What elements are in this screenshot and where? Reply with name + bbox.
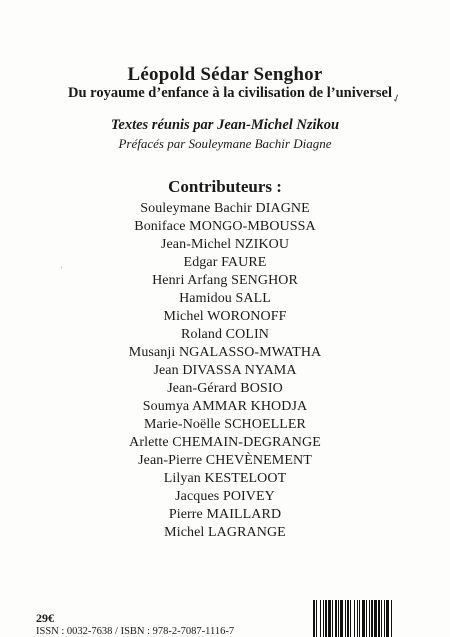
book-subtitle: Du royaume d’enfance à la civilisation de l’universel [68, 85, 392, 101]
contributor-name: Jean DIVASSA NYAMA [153, 363, 297, 378]
contributor-name: Pierre MAILLARD [168, 507, 282, 522]
barcode-icon [313, 600, 425, 637]
contributors-heading: Contributeurs : [168, 177, 282, 196]
contributor-name: Musanji NGALASSO-MWATHA [128, 345, 322, 360]
preface-line: Préfacés par Souleymane Bachir Diagne [118, 136, 332, 151]
contributor-name: Michel LAGRANGE [164, 525, 286, 540]
contributor-name: Marie-Noëlle SCHOELLER [144, 417, 306, 432]
contributor-name: Michel WORONOFF [163, 309, 287, 324]
contributor-name: Edgar FAURE [183, 255, 267, 270]
contributor-name: Arlette CHEMAIN-DEGRANGE [129, 435, 321, 450]
author-name: Léopold Sédar Senghor [127, 64, 323, 85]
contributor-name: Henri Arfang SENGHOR [152, 273, 298, 288]
contributor-name: Boniface MONGO-MBOUSSA [134, 219, 316, 234]
pen-mark-icon: ✓ [390, 91, 404, 107]
contributor-name: Souleymane Bachir DIAGNE [140, 201, 310, 216]
contributor-name: Roland COLIN [181, 327, 269, 342]
contributor-name: Jean-Pierre CHEVÈNEMENT [138, 453, 312, 468]
contributor-name: Jean-Michel NZIKOU [160, 237, 290, 252]
contributors-list [0, 200, 450, 542]
contributor-name: Soumya AMMAR KHODJA [142, 399, 308, 414]
contributor-name: Lilyan KESTELOOT [163, 471, 287, 486]
contributor-name: Jean-Gérard BOSIO [167, 381, 283, 396]
margin-pencil-mark-icon: ʾ [60, 266, 63, 275]
contributor-name: Jacques POIVEY [175, 489, 275, 504]
contributor-name: Hamidou SALL [179, 291, 271, 306]
editor-line: Textes réunis par Jean-Michel Nzikou [110, 117, 340, 133]
price: 29€ [36, 611, 54, 625]
issn-isbn: ISSN : 0032-7638 / ISBN : 978-2-7087-1116-7 [36, 626, 235, 637]
